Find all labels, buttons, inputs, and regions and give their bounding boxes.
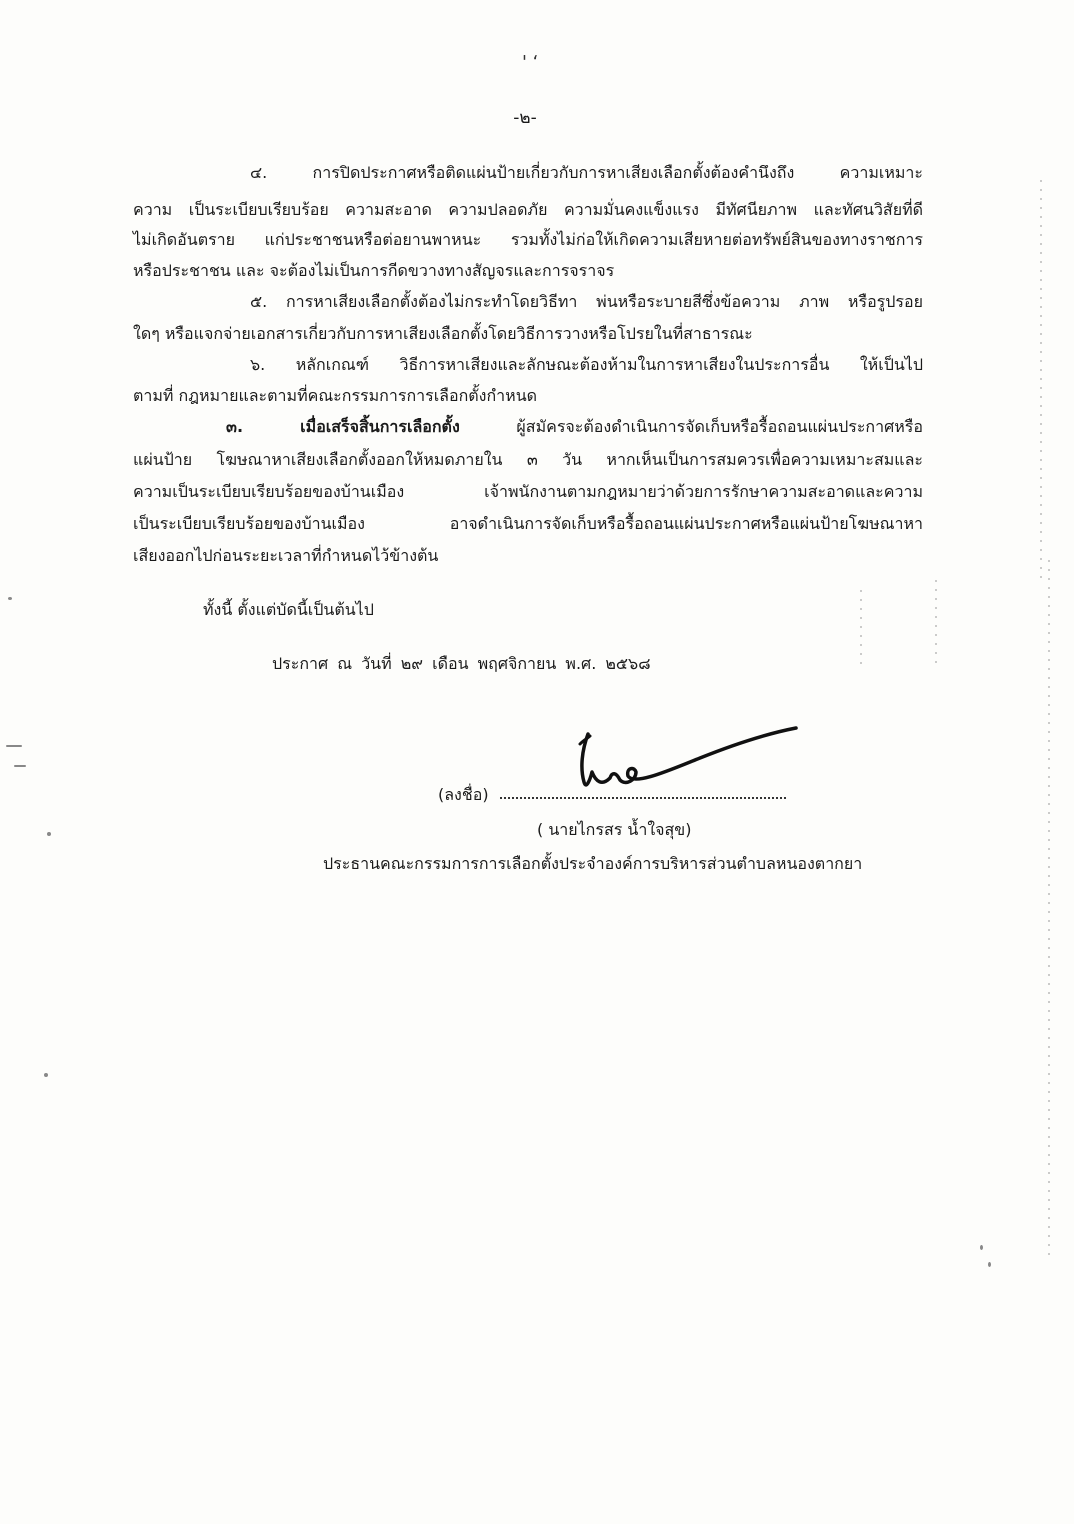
signer-position: ประธานคณะกรรมการการเลือกตั้งประจำองค์การบริหารส่วนตำบลหนองตากยา xyxy=(323,854,863,873)
scan-speck xyxy=(980,1245,983,1250)
signature-label: (ลงชื่อ) xyxy=(438,785,489,804)
signer-name: ( นายไกรสร น้ำใจสุข) xyxy=(537,820,692,839)
paragraph-line: ไม่เกิดอันตราย แก่ประชาชนหรือต่อยานพาหนะ รวมทั้งไม่ก่อให้เกิดความเสียหายต่อทรัพย์สินของทางราชการ xyxy=(133,230,923,249)
section-text: ผู้สมัครจะต้องดำเนินการจัดเก็บหรือรื้อถอนแผ่นประกาศหรือ xyxy=(459,417,923,436)
paragraph-line: ความ เป็นระเบียบเรียบร้อย ความสะอาด ความปลอดภัย ความมั่นคงแข็งแรง มีทัศนียภาพ และทัศนวิสัยที่ดี xyxy=(133,200,923,219)
page-number: -๒- xyxy=(513,108,537,128)
closing-statement: ทั้งนี้ ตั้งแต่บัดนี้เป็นต้นไป xyxy=(203,600,374,619)
announcement-date: ประกาศ ณ วันที่ ๒๙ เดือน พฤศจิกายน พ.ศ. ๒๕๖๘ xyxy=(272,654,651,673)
paragraph-line: ตามที่ กฎหมายและตามที่คณะกรรมการการเลือกตั้งกำหนด xyxy=(133,386,538,405)
scan-edge-noise xyxy=(1040,180,1042,580)
paragraph-line xyxy=(226,417,923,437)
scan-edge-noise xyxy=(860,590,862,670)
paragraph-line: แผ่นป้าย โฆษณาหาเสียงเลือกตั้งออกให้หมดภายใน ๓ วัน หากเห็นเป็นการสมควรเพื่อความเหมาะสมและ xyxy=(133,450,923,469)
paragraph-line: ความเป็นระเบียบเรียบร้อยของบ้านเมือง เจ้าพนักงานตามกฎหมายว่าด้วยการรักษาความสะอาดและความ xyxy=(133,482,923,501)
paragraph-line: ๕. การหาเสียงเลือกตั้งต้องไม่กระทำโดยวิธีทา พ่นหรือระบายสีซึ่งข้อความ ภาพ หรือรูปรอย xyxy=(250,292,923,311)
handwritten-signature xyxy=(550,720,800,810)
scan-speck xyxy=(6,745,22,747)
scan-speck xyxy=(988,1262,991,1267)
paragraph-line: ใดๆ หรือแจกจ่ายเอกสารเกี่ยวกับการหาเสียงเลือกตั้งโดยวิธีการวางหรือโปรยในที่สาธารณะ xyxy=(133,324,753,343)
scan-speck xyxy=(14,765,26,767)
scan-speck xyxy=(8,597,12,600)
top-mark: ' ‘ xyxy=(522,52,539,73)
paragraph-line: เป็นระเบียบเรียบร้อยของบ้านเมือง อาจดำเนินการจัดเก็บหรือรื้อถอนแผ่นประกาศหรือแผ่นป้ายโฆษณาหา xyxy=(133,514,923,533)
section-heading: ๓. เมื่อเสร็จสิ้นการเลือกตั้ง xyxy=(226,417,460,436)
scan-edge-noise xyxy=(935,580,937,670)
scan-speck xyxy=(44,1073,48,1077)
paragraph-line: เสียงออกไปก่อนระยะเวลาที่กำหนดไว้ข้างต้น xyxy=(133,546,439,565)
paragraph-line: หรือประชาชน และ จะต้องไม่เป็นการกีดขวางทางสัญจรและการจราจร xyxy=(133,261,615,280)
scan-speck xyxy=(47,832,51,836)
paragraph-line: ๔. การปิดประกาศหรือติดแผ่นป้ายเกี่ยวกับการหาเสียงเลือกตั้งต้องคำนึงถึง ความเหมาะ xyxy=(250,163,923,182)
scan-edge-noise xyxy=(1048,560,1050,1260)
paragraph-line: ๖. หลักเกณฑ์ วิธีการหาเสียงและลักษณะต้องห้ามในการหาเสียงในประการอื่น ให้เป็นไป xyxy=(250,355,923,374)
